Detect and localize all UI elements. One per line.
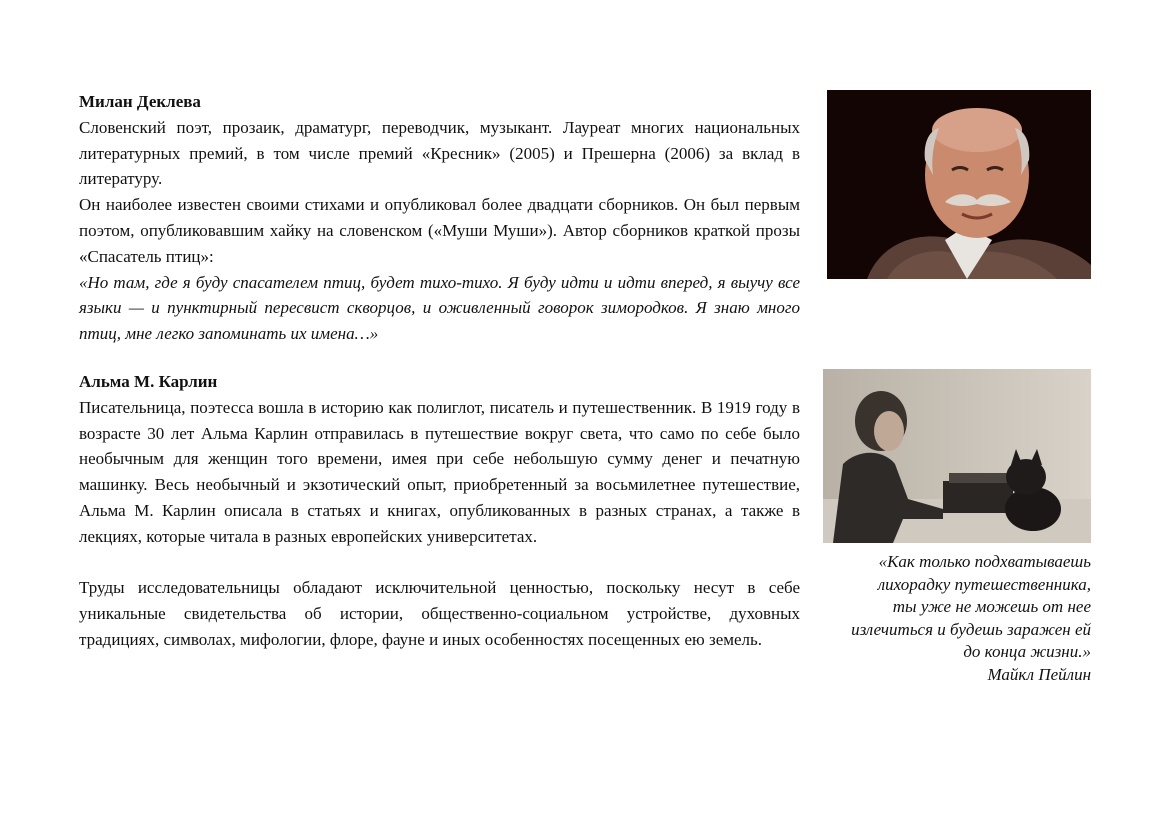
bio-paragraph-2: Он наиболее известен своими стихами и опубликовал более двадцати сборников. Он был первым поэтом, опубликовавшим хайку на словенском («Муши Муши»). Автор сборников краткой прозы «Спасатель птиц»: [79,195,800,266]
quote-line: излечиться и будешь заражен ей [851,619,1091,639]
section-milan-dekleva [79,89,800,347]
bio-paragraph-karlin-2: Труды исследовательницы обладают исключительной ценностью, поскольку несут в себе уникальные свидетельства об истории, общественно-социальном устройстве, духовных традициях, символах, мифологии, флоре, фауне и иных особенностях посещенных ею земель. [79,578,800,649]
quote-author: Майкл Пейлин [987,664,1091,684]
quote-line: ты уже не можешь от нее [892,597,1091,616]
quote-line: лихорадку путешественника, [877,574,1091,594]
section-alma-karlin [79,369,800,653]
quote-line: до конца жизни.» [963,642,1091,661]
bio-paragraph-karlin-1: Писательница, поэтесса вошла в историю как полиглот, писатель и путешественник. В 1919 году в возрасте 30 лет Альма Карлин отправилась в путешествие вокруг света, что само по себе было необычным для женщин того времени, имея при себе небольшую сумму денег и печатную машинку. Весь необычный и экзотический опыт, приобретенный за восьмилетнее путешествие, Альма М. Карлин описала в статьях и книгах, опубликованных в разных странах, а также в лекциях, которые читала в разных европейских университетах. [79,397,800,546]
prose-quote: «Но там, где я буду спасателем птиц, будет тихо-тихо. Я буду идти и идти вперед, я выучу все языки — и пунктирный пересвист скворцов, и оживленный говорок зимородков. Я знаю много птиц, мне легко запоминать их имена…» [79,272,800,344]
author-name-karlin: Альма М. Карлин [79,372,218,391]
travel-quote [808,551,1091,686]
paragraph-spacer [79,550,800,576]
photo-karlin-typewriter [823,369,1091,543]
bio-paragraph-1: Словенский поэт, прозаик, драматург, переводчик, музыкант. Лауреат многих национальных литературных премий, в том числе премий «Кресник» (2005) и Прешерна (2006) за вклад в литературу. [79,117,800,189]
portrait-photo-dekleva [827,90,1091,279]
quote-line: «Как только подхватываешь [878,552,1091,571]
author-name-dekleva: Милан Деклева [79,92,201,111]
